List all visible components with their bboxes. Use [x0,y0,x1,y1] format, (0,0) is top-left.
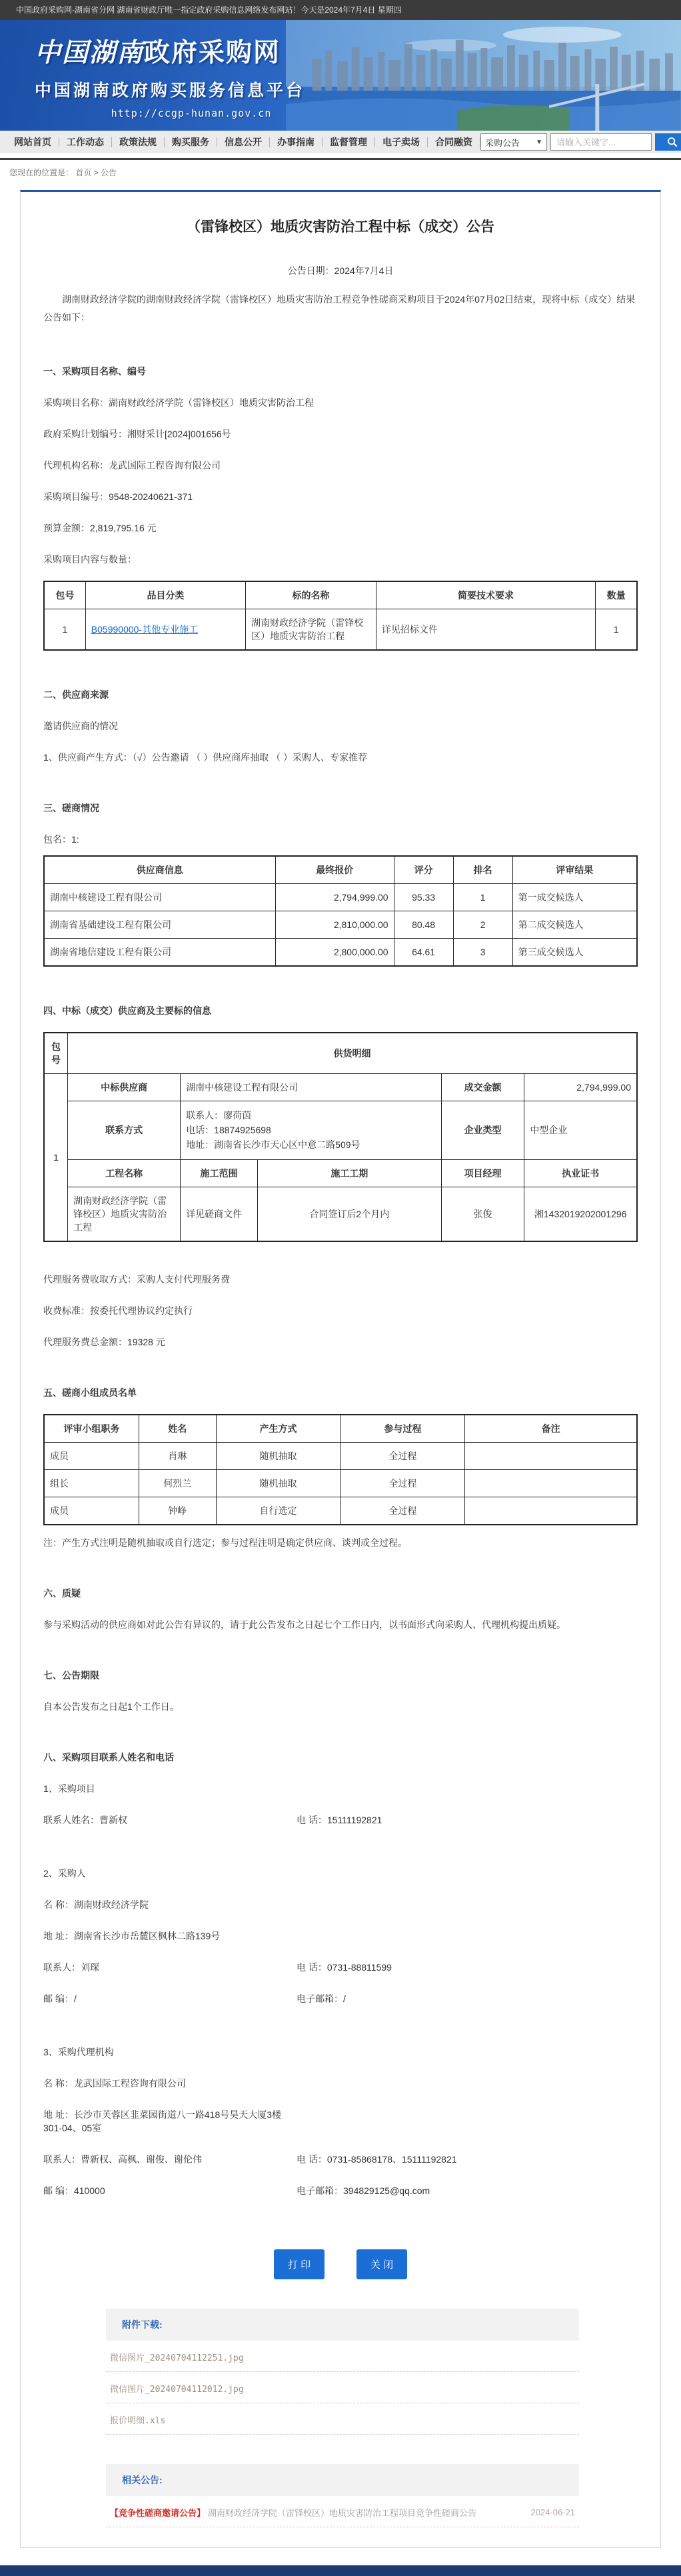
cell-participation: 全过程 [340,1497,465,1525]
nav-item-purchase-service[interactable]: 购买服务 [165,137,217,147]
col-selection-method: 产生方式 [216,1415,340,1443]
col-subject-name: 标的名称 [246,581,376,609]
col-package: 包号 [44,1033,68,1074]
winner-detail-table [43,1032,638,1242]
panel-member-table [43,1414,638,1525]
logo-title [35,32,348,69]
winner-name: 湖南中核建设工程有限公司 [181,1073,442,1101]
publish-date: 公告日期：2024年7月4日 [287,265,394,276]
col-final-price: 最终报价 [275,856,394,884]
cell-selection-method: 随机抽取 [216,1469,340,1497]
section-objection [43,1587,638,1631]
table-row [44,609,637,650]
cell-work-scope: 详见磋商文件 [181,1187,258,1241]
cell-rank: 1 [453,883,512,911]
objection-body: 参与采购活动的供应商如对此公告有异议的，请于此公告发布之日起七个工作日内，以书面形式向采购人、代理机构提出质疑。 [43,1619,566,1630]
cell-participation: 全过程 [340,1469,465,1497]
cell-rank: 3 [453,938,512,966]
contact-group-title: 2、采购人 [43,1867,86,1879]
breadcrumb-separator: > [93,168,99,177]
table-row [44,1469,637,1497]
col-name: 姓名 [139,1415,216,1443]
cell-work-period: 合同签订后2个月内 [257,1187,441,1241]
bidder-result-table [43,855,638,967]
contact-phone: 电 话：15111192821 [297,1814,382,1825]
logo-calligraphy-text: 中国湖南 [35,37,145,68]
cell-review-result: 第一成交候选人 [512,883,637,911]
cell-work-name: 湖南财政经济学院（雷锋校区）地质灾害防治工程 [68,1187,181,1241]
table-row [44,911,637,938]
col-participation: 参与过程 [340,1415,465,1443]
content-quantity-line: 采购项目内容与数量： [43,553,137,565]
winner-row [44,1073,637,1101]
related-tag[interactable]: 【竞争性磋商邀请公告】 [110,2507,206,2518]
col-license: 执业证书 [524,1159,637,1187]
contact-info [181,1101,442,1159]
col-score: 评分 [394,856,453,884]
col-package: 包号 [44,581,85,609]
cell-final-price: 2,794,999.00 [275,883,394,911]
cell-selection-method: 自行选定 [216,1497,340,1525]
nav-item-info-disclosure[interactable]: 信息公开 [217,137,270,147]
announcement-body [20,190,661,2548]
cell-project-manager: 张俊 [441,1187,524,1241]
contact-row [43,2184,638,2197]
attachment-link[interactable]: 报价明细.xls [106,2403,579,2435]
cell-score: 95.33 [394,883,453,911]
cell-rank: 2 [453,911,512,938]
contact-row [43,2108,638,2135]
logo-bold-text: 政府采购网 [144,39,281,67]
agency-contact: 联系人：曹新权、高枫、谢俊、谢伦伟 [43,2153,202,2165]
related-announcement [106,2496,579,2527]
agency-address: 地 址：长沙市芙蓉区韭菜园街道八一路418号昊天大厦3楼301-04、05室 [43,2109,282,2133]
budget-line: 预算金额：2,819,795.16 元 [43,522,157,533]
purchaser-phone: 电 话：0731-88811599 [297,1961,392,1973]
breadcrumb-current[interactable]: 公告 [101,168,117,177]
search-button[interactable] [655,133,681,151]
col-work-scope: 施工范围 [181,1159,258,1187]
related-date: 2024-06-21 [530,2507,575,2517]
cell-name: 肖琳 [139,1442,216,1469]
contact-label: 联系方式 [68,1101,181,1159]
cell-role: 组长 [44,1469,139,1497]
agency-phone: 电 话：0731-85868178、15111192821 [297,2153,457,2165]
cell-final-price: 2,810,000.00 [275,911,394,938]
plan-number-line: 政府采购计划编号：湘财采计[2024]001656号 [43,428,231,439]
col-project-manager: 项目经理 [441,1159,524,1187]
fee-standard-line: 收费标准：按委托代理协议约定执行 [43,1305,193,1316]
cell-subject-name: 湖南财政经济学院（雷锋校区）地质灾害防治工程 [246,609,376,650]
site-banner [0,20,681,131]
site-subtitle: 中国湖南政府购买服务信息平台 [35,81,306,100]
nav-item-home[interactable]: 网站首页 [7,137,59,147]
cell-remark [465,1497,637,1525]
search-input[interactable] [550,133,652,151]
amount-value: 2,794,999.00 [524,1073,637,1101]
supplier-method-line: 1、供应商产生方式：（√）公告邀请 （ ）供应商库抽取 （ ）采购人、专家推荐 [43,751,368,763]
section-heading: 四、中标（成交）供应商及主要标的信息 [43,1005,211,1016]
cell-supplier: 湖南省地信建设工程有限公司 [44,938,275,966]
cell-name: 钟峥 [139,1497,216,1525]
site-url: http://ccgp-hunan.gov.cn [111,107,272,119]
breadcrumb [0,160,681,183]
table-header-row [44,856,637,884]
agency-zip: 邮 编：410000 [43,2185,105,2196]
section-heading: 六、质疑 [43,1587,81,1599]
page-title: （雷锋校区）地质灾害防治工程中标（成交）公告 [187,219,494,235]
chevron-down-icon: ▼ [536,138,542,146]
main-nav [0,131,681,153]
cell-quantity: 1 [596,609,637,650]
agency-name-line: 代理机构名称：龙武国际工程咨询有限公司 [43,459,221,471]
section-negotiation [43,801,638,967]
contact-person-line: 联系人：廖荷茵 [186,1109,252,1121]
page-footer [0,2565,681,2576]
col-supply-detail: 供货明细 [68,1033,637,1074]
intro-paragraph: 湖南财政经济学院的湖南财政经济学院（雷锋校区）地质灾害防治工程竞争性磋商采购项目于2024年07月02日结束，现将中标（成交）结果公告如下： [43,294,636,323]
related-title: 相关公告: [106,2464,579,2496]
close-button[interactable]: 关 闭 [356,2249,407,2279]
period-body: 自本公告发布之日起1个工作日。 [43,1701,179,1712]
agency-email: 电子邮箱：394829125@qq.com [297,2185,430,2196]
col-tech-req: 简要技术要求 [376,581,595,609]
section-heading: 七、公告期限 [43,1669,99,1681]
cell-score: 80.48 [394,911,453,938]
cell-tech-req: 详见招标文件 [376,609,595,650]
purchaser-email: 电子邮箱：/ [297,1993,346,2004]
cell-name: 何烈兰 [139,1469,216,1497]
fee-total-line: 代理服务费总金额：19328 元 [43,1336,165,1347]
amount-label: 成交金额 [441,1073,524,1101]
section-supplier-source [43,688,638,764]
related-link[interactable]: 湖南财政经济学院（雷锋校区）地质灾害防治工程项目竞争性磋商公告 [208,2507,477,2518]
cell-score: 64.61 [394,938,453,966]
search-area [480,133,681,151]
col-remark: 备注 [465,1415,637,1443]
contact-group-title: 3、采购代理机构 [43,2046,114,2057]
print-button[interactable]: 打 印 [274,2249,325,2279]
cell-final-price: 2,800,000.00 [275,938,394,966]
project-number-line: 采购项目编号：9548-20240621-371 [43,491,193,502]
nav-item-contract-finance[interactable]: 合同融资 [428,137,480,147]
section-heading: 二、供应商来源 [43,689,109,700]
cell-participation: 全过程 [340,1442,465,1469]
search-category-value: 采购公告 [485,137,520,148]
col-work-period: 施工工期 [257,1159,441,1187]
contact-row [43,2153,638,2166]
purchaser-zip: 邮 编：/ [43,1993,77,2004]
table-note: 注：产生方式注明是随机抽取或自行选定；参与过程注明是确定供应商、谈判或全过程。 [43,1537,407,1548]
table-row [44,883,637,911]
cell-role: 成员 [44,1497,139,1525]
work-detail-row [44,1187,637,1241]
contact-row [43,2077,638,2090]
winner-label: 中标供应商 [68,1073,181,1101]
contact-row [43,1992,638,2005]
contact-row-table [44,1101,637,1159]
top-notice-bar: 中国政府采购网-湖南省分网 湖南省财政厅唯一指定政府采购信息网络发布网站！今天是2024年7月4日 星期四 [0,0,681,20]
package-label: 包名：1: [43,833,79,845]
cell-review-result: 第三成交候选人 [512,938,637,966]
nav-item-supervision[interactable]: 监督管理 [323,137,375,147]
attachment-title: 附件下载: [106,2309,579,2341]
contact-address-line: 地址：湖南省长沙市天心区中意二路509号 [186,1139,360,1151]
enterprise-type-value: 中型企业 [524,1101,637,1159]
cell-supplier: 湖南中核建设工程有限公司 [44,883,275,911]
col-category: 品目分类 [85,581,245,609]
action-buttons [43,2249,638,2279]
contact-phone-line: 电话：18874925698 [186,1124,271,1135]
table-header-row [44,1033,637,1074]
search-icon [666,136,678,148]
nav-item-work-news[interactable]: 工作动态 [59,137,112,147]
purchaser-contact: 联系人：刘琛 [43,1961,99,1973]
breadcrumb-prefix: 您现在的位置是： [9,168,74,177]
invite-info-line: 邀请供应商的情况 [43,720,118,731]
cell-review-result: 第二成交候选人 [512,911,637,938]
nav-item-e-market[interactable]: 电子卖场 [375,137,428,147]
cell-package: 1 [44,609,85,650]
purchaser-name: 名 称：湖南财政经济学院 [43,1899,149,1910]
col-role: 评审小组职务 [44,1415,139,1443]
nav-item-policies[interactable]: 政策法规 [112,137,165,147]
section-contacts [43,1751,638,2197]
contact-name: 联系人姓名：曹新权 [43,1814,127,1825]
section-heading: 五、磋商小组成员名单 [43,1387,137,1398]
cell-license: 湘1432019202001296 [524,1187,637,1241]
cell-category [85,609,245,650]
nav-item-guide[interactable]: 办事指南 [270,137,323,147]
cell-role: 成员 [44,1442,139,1469]
contact-row [43,1898,638,1911]
cell-selection-method: 随机抽取 [216,1442,340,1469]
attachment-link[interactable]: 微信图片_20240704112251.jpg [106,2341,579,2372]
col-rank: 排名 [453,856,512,884]
section-winner-info [43,1004,638,1349]
table-row [44,1497,637,1525]
category-link[interactable]: B05990000-其他专业施工 [91,623,199,635]
table-subheader-row [44,1159,637,1187]
contact-row [43,1929,638,1943]
contact-group-title: 1、采购项目 [43,1783,95,1794]
purchaser-address: 地 址：湖南省长沙市岳麓区枫林二路139号 [43,1930,221,1941]
col-review-result: 评审结果 [512,856,637,884]
col-quantity: 数量 [596,581,637,609]
section-announcement-period [43,1669,638,1713]
fee-method-line: 代理服务费收取方式：采购人支付代理服务费 [43,1273,230,1285]
table-header-row [44,581,637,609]
col-work-name: 工程名称 [68,1159,181,1187]
cell-remark [465,1442,637,1469]
contact-row [43,1813,638,1827]
attachment-link[interactable]: 微信图片_20240704112012.jpg [106,2372,579,2403]
cell-supplier: 湖南省基础建设工程有限公司 [44,911,275,938]
section-heading: 三、磋商情况 [43,802,99,813]
section-heading: 八、采购项目联系人姓名和电话 [43,1751,174,1763]
section-project-info [43,365,638,651]
related-section [106,2464,579,2527]
site-logo [35,32,348,119]
cell-package-value: 1 [44,1073,68,1241]
cell-remark [465,1469,637,1497]
table-row [44,938,637,966]
contact-row [43,1961,638,1974]
col-supplier: 供应商信息 [44,856,275,884]
section-heading: 一、采购项目名称、编号 [43,365,146,377]
section-panel-members [43,1386,638,1549]
agency-name: 名 称：龙武国际工程咨询有限公司 [43,2077,186,2089]
table-header-row [44,1415,637,1443]
project-content-table [43,581,638,651]
enterprise-type-label: 企业类型 [441,1101,524,1159]
breadcrumb-home-link[interactable]: 首页 [75,168,92,177]
attachment-section [106,2309,579,2435]
table-row [44,1442,637,1469]
search-category-select[interactable] [480,133,547,151]
project-name-line: 采购项目名称：湖南财政经济学院（雷锋校区）地质灾害防治工程 [43,397,314,408]
